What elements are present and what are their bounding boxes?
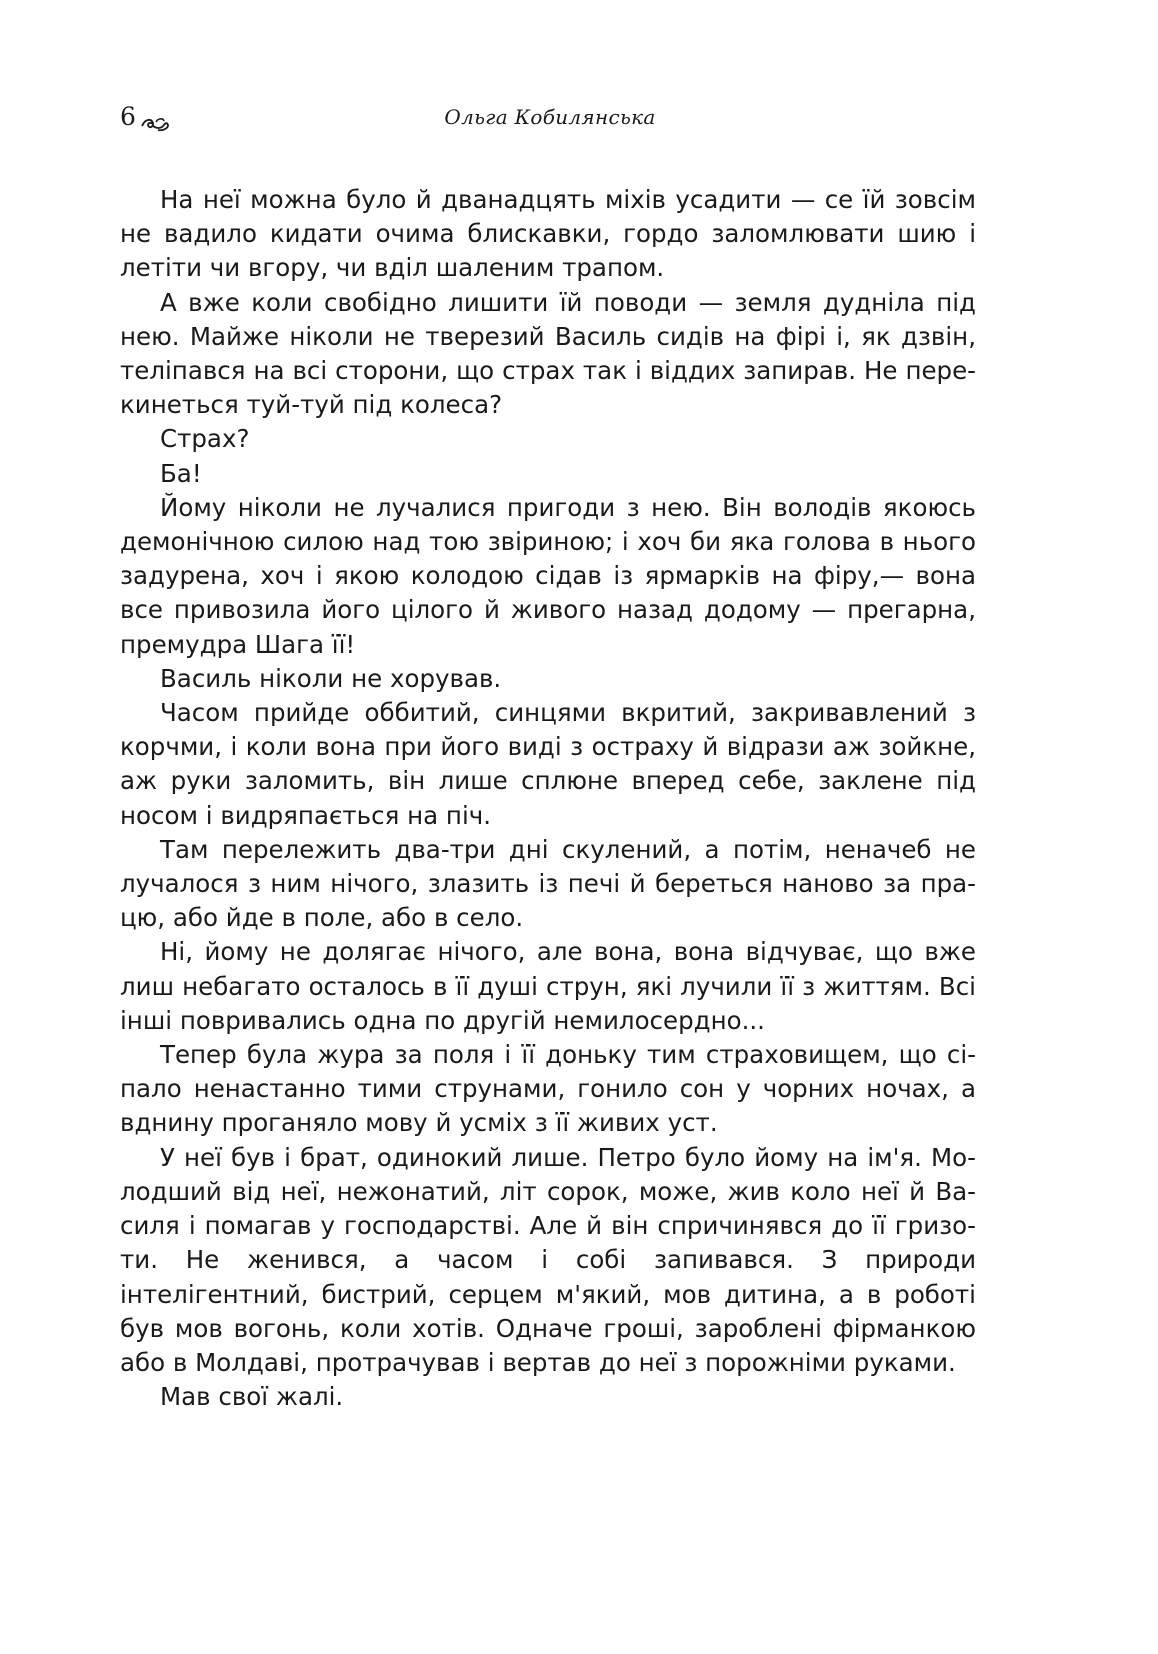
paragraph: А вже коли свобідно лишити їй поводи — земля дудніла під нею. Майже ніколи не тверезий Василь сидів на фірі і, як дзвін, теліпався на всі сторони, що страх так і віддих запирав. Не перекинеться туй-туй під колеса? (120, 287, 976, 420)
paragraph: Ні, йому не долягає нічого, але вона, вона відчуває, що вже лиш небагато осталось в її душі струн, які лучили її з життям. Всі інші повривались одна по другій немилосердно... (120, 937, 976, 1035)
page-number: 6 (120, 102, 136, 131)
paragraph: На неї можна було й дванадцять міхів усадити — се їй зовсім не вадило кидати очима блискавки, гордо заломлювати шию і летіти чи вгору, чи вділ шаленим трапом. (120, 185, 976, 283)
paragraph: Страх? (160, 424, 250, 454)
paragraph: Ба! (160, 458, 202, 488)
page-header (120, 100, 980, 134)
body-text (120, 183, 976, 1414)
paragraph: Мав свої жалі. (160, 1382, 344, 1412)
paragraph: У неї був і брат, одинокий лише. Петро було йому на ім'я. Молодший від неї, нежонатий, літ сорок, може, жив коло неї й Василя і помагав у господарстві. Але й він спричинявся до її гризоти. Не женився, а часом і собі запивався. З природи інтелігентний, бистрий, серцем м'який, мов дитина, а в роботі був мов вогонь, коли хотів. Одначе гроші, зароблені фірманкою або в Молдаві, протрачував і вертав до неї з порожніми руками. (120, 1142, 976, 1377)
paragraph: Часом прийде оббитий, синцями вкритий, закривавлений з корчми, і коли вона при його виді з остраху й відрази аж зойкне, аж руки заломить, він лише сплюне вперед себе, заклене під носом і видряпається на піч. (120, 698, 976, 830)
paragraph: Тепер була жура за поля і її доньку тим страховищем, що сіпало ненастанно тими струнами, гонило сон у чорних ночах, а вднину проганяло мову й усміх з її живих уст. (120, 1040, 976, 1138)
paragraph: Там перележить два-три дні скулений, а потім, неначеб не лучалося з ним нічого, злазить із печі й береться наново за працю, або йде в поле, або в село. (120, 834, 976, 933)
paragraph: Василь ніколи не хорував. (160, 663, 502, 693)
paragraph: Йому ніколи не лучалися пригоди з нею. Він володів якоюсь демонічною силою над тою звіриною; і хоч би яка голова в нього задурена, хоч і якою колодою сідав із ярмарків на фіру,— вона все привозила його цілого й живого назад додому — прегарна, премудра Шага її! (120, 492, 976, 659)
running-title: Ольга Кобилянська (444, 105, 656, 129)
